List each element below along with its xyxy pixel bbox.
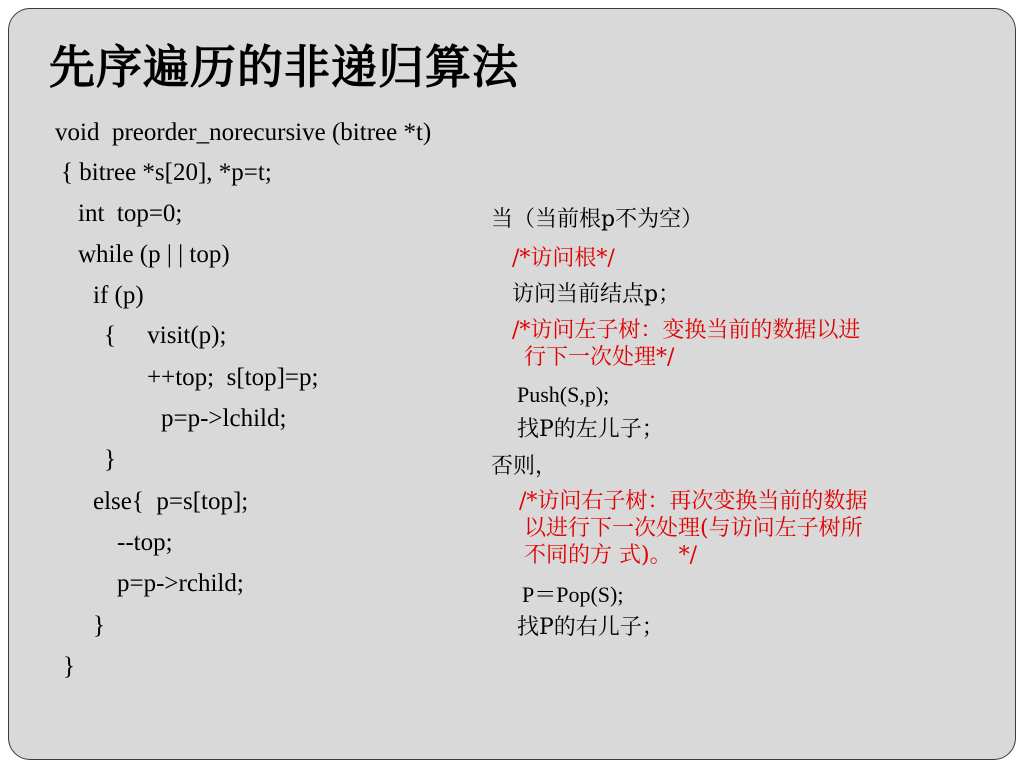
code-line: else{ p=s[top]; bbox=[93, 488, 249, 515]
code-line: } bbox=[104, 446, 116, 473]
comment-line: /*访问左子树：变换当前的数据以进 bbox=[512, 318, 861, 343]
comment-line: 不同的方 式)。 */ bbox=[524, 543, 697, 568]
comment-line: /*访问右子树：再次变换当前的数据 bbox=[519, 489, 868, 514]
slide bbox=[8, 8, 1016, 760]
code-line: p=p->lchild; bbox=[161, 405, 287, 432]
code-line: ++top; s[top]=p; bbox=[147, 364, 319, 391]
code-line: } bbox=[93, 612, 105, 639]
note-line: 当（当前根p不为空） bbox=[491, 207, 704, 232]
code-line: void preorder_norecursive (bitree *t) bbox=[55, 119, 432, 146]
code-line: while (p | | top) bbox=[78, 241, 230, 268]
comment-line: 以进行下一次处理(与访问左子树所 bbox=[524, 516, 863, 541]
note-line: 否则， bbox=[491, 454, 558, 479]
note-line: 找P的右儿子； bbox=[517, 615, 664, 640]
slide-title: 先序遍历的非递归算法 bbox=[49, 40, 519, 94]
note-line: Push(S,p); bbox=[517, 382, 610, 407]
code-line: if (p) bbox=[93, 282, 144, 309]
code-line: { bitree *s[20], *p=t; bbox=[61, 159, 272, 186]
code-line: { visit(p); bbox=[104, 322, 227, 349]
comment-line: /*访问根*/ bbox=[512, 246, 615, 271]
code-line: --top; bbox=[117, 529, 173, 556]
note-line: P＝Pop(S); bbox=[522, 582, 624, 607]
code-line: int top=0; bbox=[78, 200, 183, 227]
code-line: } bbox=[63, 653, 75, 680]
note-line: 访问当前结点p； bbox=[512, 282, 681, 307]
note-line: 找P的左儿子； bbox=[517, 417, 664, 442]
comment-line: 行下一次处理*/ bbox=[524, 345, 675, 370]
code-line: p=p->rchild; bbox=[117, 570, 244, 597]
